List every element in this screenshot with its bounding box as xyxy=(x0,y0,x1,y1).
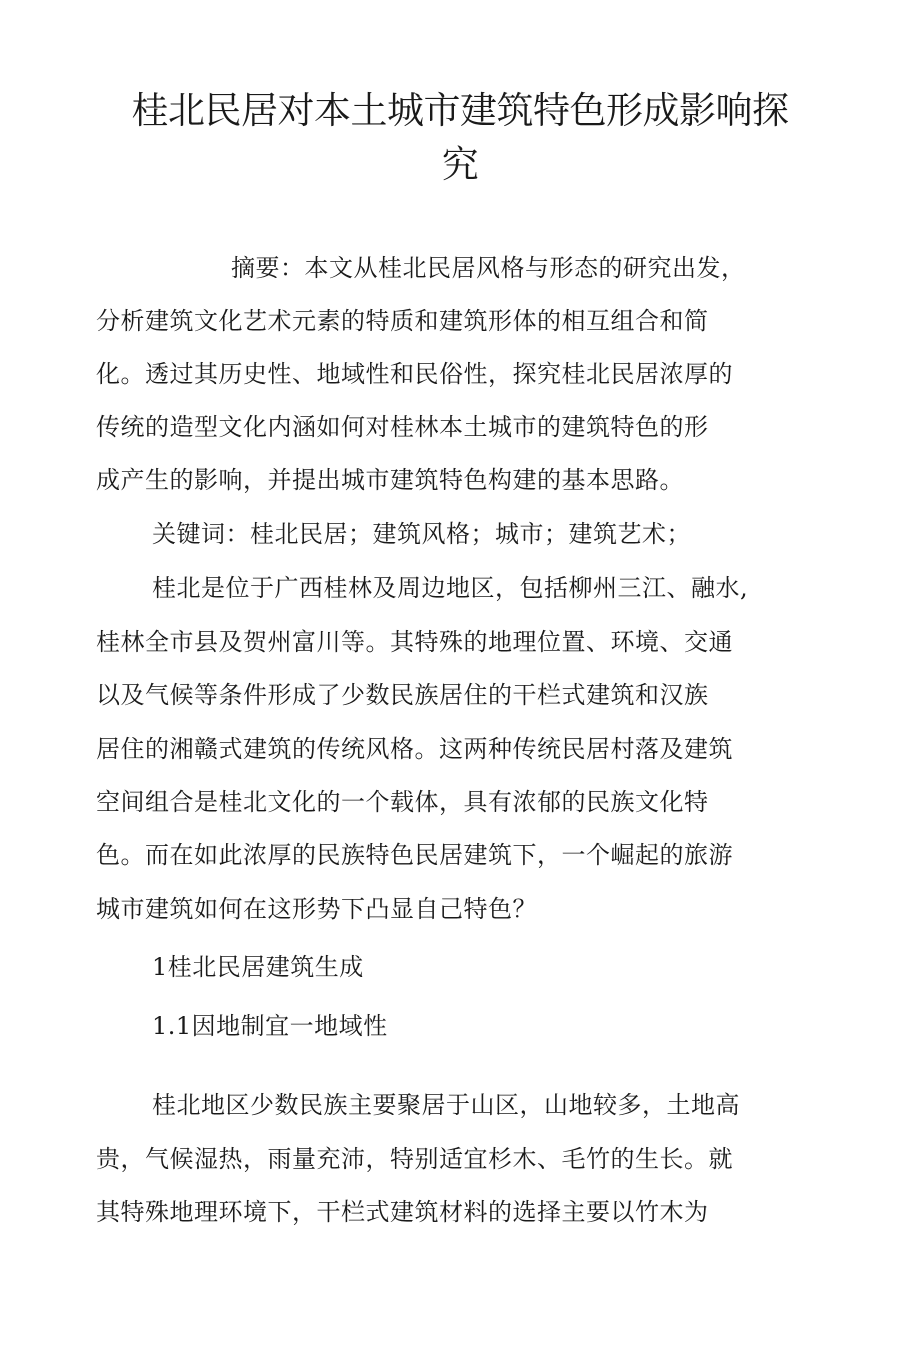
body-line-1: 桂北地区少数民族主要聚居于山区，山地较多，土地高 xyxy=(152,1091,740,1119)
intro-line-2: 桂林全市县及贺州富川等。其特殊的地理位置、环境、交通 xyxy=(96,628,733,656)
abstract-line-1: 摘要：本文从桂北民居风格与形态的研究出发， xyxy=(231,254,746,282)
intro-line-4: 居住的湘赣式建筑的传统风格。这两种传统民居村落及建筑 xyxy=(96,735,733,763)
section-heading-1: 1桂北民居建筑生成 xyxy=(152,953,364,981)
section-heading-1-1: 1.1因地制宜一地域性 xyxy=(152,1012,388,1040)
title-line-2: 究 xyxy=(441,143,479,186)
abstract-line-4: 传统的造型文化内涵如何对桂林本土城市的建筑特色的形 xyxy=(96,413,709,441)
intro-line-5: 空间组合是桂北文化的一个载体，具有浓郁的民族文化特 xyxy=(96,788,709,816)
abstract-line-5: 成产生的影响，并提出城市建筑特色构建的基本思路。 xyxy=(96,466,684,494)
intro-line-3: 以及气候等条件形成了少数民族居住的干栏式建筑和汉族 xyxy=(96,681,709,709)
title-line-1: 桂北民居对本土城市建筑特色形成影响探 xyxy=(131,89,789,132)
body-line-2: 贵，气候湿热，雨量充沛，特别适宜杉木、毛竹的生长。就 xyxy=(96,1145,733,1173)
keywords-line: 关键词：桂北民居；建筑风格；城市；建筑艺术； xyxy=(152,520,691,548)
abstract-line-2: 分析建筑文化艺术元素的特质和建筑形体的相互组合和简 xyxy=(96,307,709,335)
intro-line-7: 城市建筑如何在这形势下凸显自己特色？ xyxy=(96,895,537,923)
abstract-line-3: 化。透过其历史性、地域性和民俗性，探究桂北民居浓厚的 xyxy=(96,360,733,388)
body-line-3: 其特殊地理环境下，干栏式建筑材料的选择主要以竹木为 xyxy=(96,1198,709,1226)
intro-line-1: 桂北是位于广西桂林及周边地区，包括柳州三江、融水, xyxy=(152,574,749,602)
document-title xyxy=(90,84,830,192)
intro-line-6: 色。而在如此浓厚的民族特色民居建筑下，一个崛起的旅游 xyxy=(96,841,733,869)
